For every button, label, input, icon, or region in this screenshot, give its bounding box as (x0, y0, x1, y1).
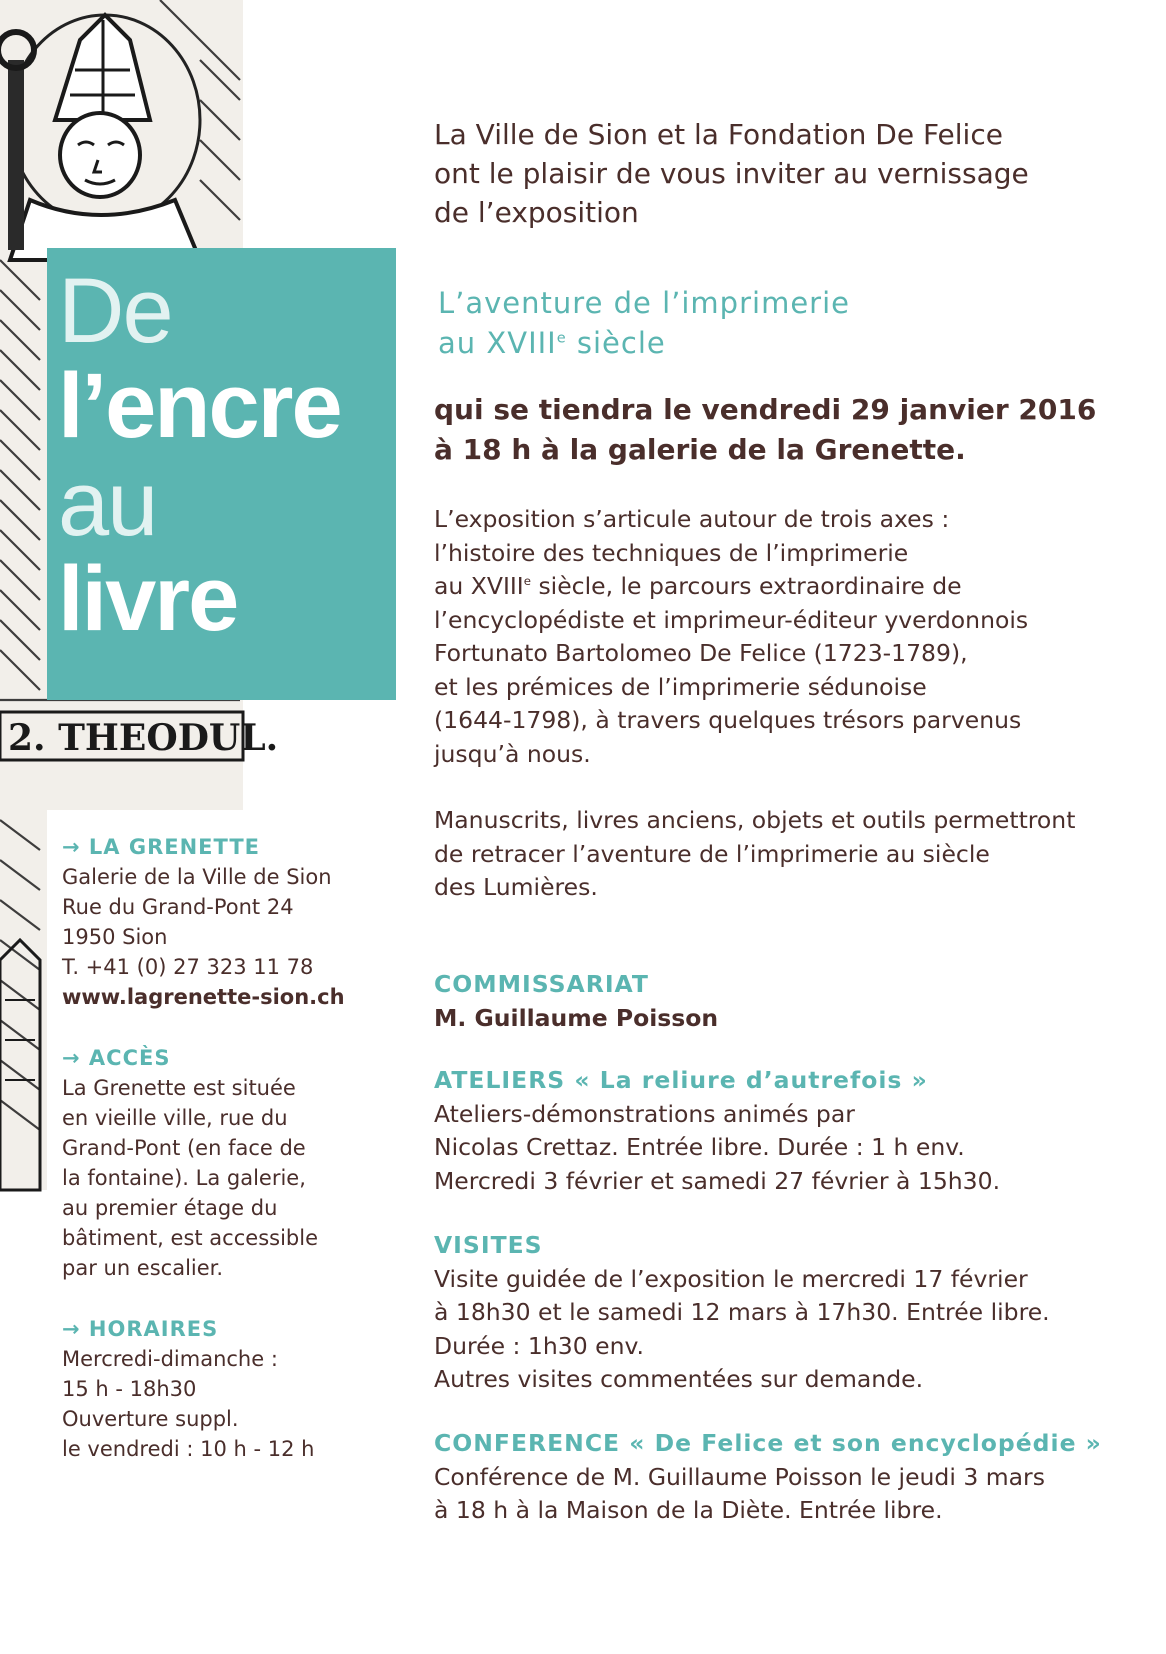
sidebar-line: Galerie de la Ville de Sion (62, 865, 332, 889)
section-line: Mercredi 3 février et samedi 27 février à 15h30. (434, 1166, 1001, 1195)
sidebar-line: Grand-Pont (en face de (62, 1136, 306, 1160)
section-line: Visite guidée de l’exposition le mercredi 17 février (434, 1264, 1028, 1293)
title-line-4: livre (58, 548, 238, 650)
sidebar-line: 1950 Sion (62, 925, 168, 949)
event-date-line: à 18 h à la galerie de la Grenette. (434, 433, 966, 466)
description-line: l’histoire des techniques de l’imprimerie (434, 538, 909, 567)
sidebar-grenette (62, 832, 352, 1012)
section-commissariat (434, 968, 1144, 1035)
section-conference (434, 1427, 1144, 1528)
intro-line: de l’exposition (434, 196, 639, 229)
description-line: Manuscrits, livres anciens, objets et outils permettront (434, 806, 1076, 834)
intro-line: La Ville de Sion et la Fondation De Felice (434, 118, 1003, 151)
sidebar-line: T. +41 (0) 27 323 11 78 (62, 955, 314, 979)
exhibition-title (438, 283, 1138, 363)
sidebar-acces (62, 1043, 352, 1283)
description-line: l’encyclopédiste et imprimeur-éditeur yverdonnois (434, 605, 1029, 634)
intro-line: ont le plaisir de vous inviter au vernissage (434, 157, 1029, 190)
engraving-caption: 2. THEODUL. (8, 717, 279, 759)
sidebar-title: → LA GRENETTE (62, 835, 261, 859)
title-box (47, 248, 396, 700)
section-ateliers (434, 1064, 1144, 1198)
event-date-line: qui se tiendra le vendredi 29 janvier 2016 (434, 393, 1097, 426)
sidebar-line: bâtiment, est accessible (62, 1226, 318, 1250)
intro-text (434, 115, 1134, 232)
title-line-3: au (58, 453, 157, 555)
title-line-2: l’encre (58, 355, 341, 457)
sidebar-horaires (62, 1314, 352, 1464)
sidebar-line: la fontaine). La galerie, (62, 1166, 306, 1190)
description-line: et les prémices de l’imprimerie sédunoise (434, 672, 927, 701)
description-line: jusqu’à nous. (434, 739, 591, 768)
sidebar-line: par un escalier. (62, 1256, 224, 1280)
sidebar-line: Ouverture suppl. (62, 1407, 239, 1431)
sidebar-line: La Grenette est située (62, 1076, 296, 1100)
sidebar-line: en vieille ville, rue du (62, 1106, 288, 1130)
sidebar-line: le vendredi : 10 h - 12 h (62, 1437, 315, 1461)
description-line: (1644-1798), à travers quelques trésors parvenus (434, 706, 1022, 734)
curator-name: M. Guillaume Poisson (434, 1003, 719, 1032)
section-title: VISITES (434, 1231, 543, 1259)
description-line: des Lumières. (434, 873, 598, 901)
description (434, 503, 1134, 771)
section-line: à 18 h à la Maison de la Diète. Entrée libre. (434, 1496, 943, 1524)
sidebar-line: Rue du Grand-Pont 24 (62, 895, 294, 919)
section-title: COMMISSARIAT (434, 970, 649, 998)
section-line: Autres visites commentées sur demande. (434, 1365, 924, 1393)
section-visites (434, 1229, 1144, 1397)
exhibition-title-line-1: L’aventure de l’imprimerie (438, 286, 850, 320)
section-title: CONFERENCE « De Felice et son encyclopédie » (434, 1429, 1102, 1457)
section-line: à 18h30 et le samedi 12 mars à 17h30. Entrée libre. (434, 1298, 1050, 1326)
section-line: Ateliers-démonstrations animés par (434, 1099, 855, 1128)
description-line: L’exposition s’articule autour de trois axes : (434, 505, 950, 533)
description-line: au XVIIIe siècle, le parcours extraordinaire de (434, 572, 962, 600)
section-line: Durée : 1h30 env. (434, 1331, 645, 1360)
section-title: ATELIERS « La reliure d’autrefois » (434, 1066, 928, 1094)
section-line: Nicolas Crettaz. Entrée libre. Durée : 1 h env. (434, 1133, 965, 1161)
exhibition-title-line-2: au XVIIIe siècle (438, 326, 666, 360)
sidebar-line: 15 h - 18h30 (62, 1377, 197, 1401)
description-2 (434, 804, 1134, 905)
sidebar-line: Mercredi-dimanche : (62, 1347, 278, 1371)
sidebar-title: → HORAIRES (62, 1317, 219, 1341)
sidebar-title: → ACCÈS (62, 1046, 171, 1070)
title-line-1: De (58, 260, 172, 362)
description-line: de retracer l’aventure de l’imprimerie au siècle (434, 839, 990, 868)
website-link[interactable]: www.lagrenette-sion.ch (62, 985, 345, 1009)
event-date (434, 390, 1134, 470)
section-line: Conférence de M. Guillaume Poisson le jeudi 3 mars (434, 1462, 1045, 1491)
sidebar-line: au premier étage du (62, 1196, 278, 1220)
description-line: Fortunato Bartolomeo De Felice (1723-1789), (434, 639, 968, 667)
